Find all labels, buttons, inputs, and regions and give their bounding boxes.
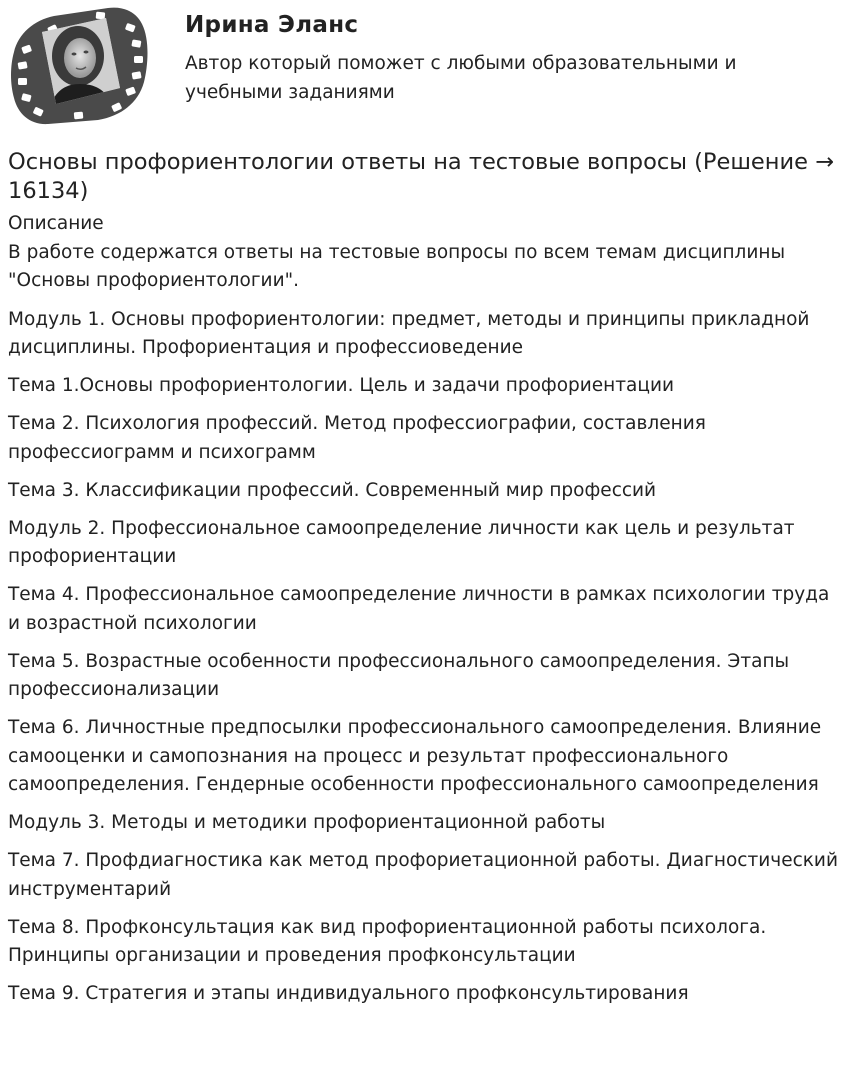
list-item: Модуль 1. Основы профориентологии: предмет, методы и принципы прикладной дисциплины. Профориентация и профессиоведение	[8, 308, 810, 358]
author-name[interactable]: Ирина Эланс	[185, 12, 359, 38]
description-label: Описание	[8, 213, 104, 234]
list-item: Тема 1.Основы профориентологии. Цель и задачи профориентации	[8, 375, 675, 396]
author-header	[0, 0, 847, 130]
list-item: Тема 3. Классификации профессий. Современный мир профессий	[8, 479, 657, 501]
list-item: Тема 6. Личностные предпосылки профессионального самоопределения. Влияние самооценки и самопознания на процесс и результат профессионального самоопределения. Гендерные особенности профессионального самоопределения	[8, 717, 822, 795]
list-item: Тема 2. Психология профессий. Метод профессиографии, составления профессиограмм и психограмм	[8, 413, 706, 463]
description-intro: В работе содержатся ответы на тестовые вопросы по всем темам дисциплины "Основы профориентологии".	[8, 241, 786, 291]
list-item: Тема 9. Стратегия и этапы индивидуального профконсультирования	[8, 983, 689, 1004]
author-description: Автор который поможет с любыми образовательными и учебными заданиями	[185, 53, 737, 103]
author-avatar[interactable]	[8, 6, 150, 126]
list-item: Тема 4. Профессиональное самоопределение личности в рамках психологии труда и возрастной психологии	[8, 584, 830, 634]
list-item: Модуль 3. Методы и методики профориентационной работы	[8, 812, 606, 833]
list-item: Тема 5. Возрастные особенности профессионального самоопределения. Этапы профессионализации	[8, 650, 790, 700]
film-frame-avatar-icon	[8, 6, 150, 126]
document-title: Основы профориентологии ответы на тестовые вопросы (Решение → 16134)	[8, 149, 834, 204]
list-item: Модуль 2. Профессиональное самоопределение личности как цель и результат профориентации	[8, 517, 795, 567]
list-item: Тема 8. Профконсультация как вид профориентационной работы психолога. Принципы организации и проведения профконсультации	[8, 916, 767, 966]
list-item: Тема 7. Профдиагностика как метод профориетационной работы. Диагностический инструментарий	[8, 850, 838, 900]
document-content	[8, 148, 843, 1018]
